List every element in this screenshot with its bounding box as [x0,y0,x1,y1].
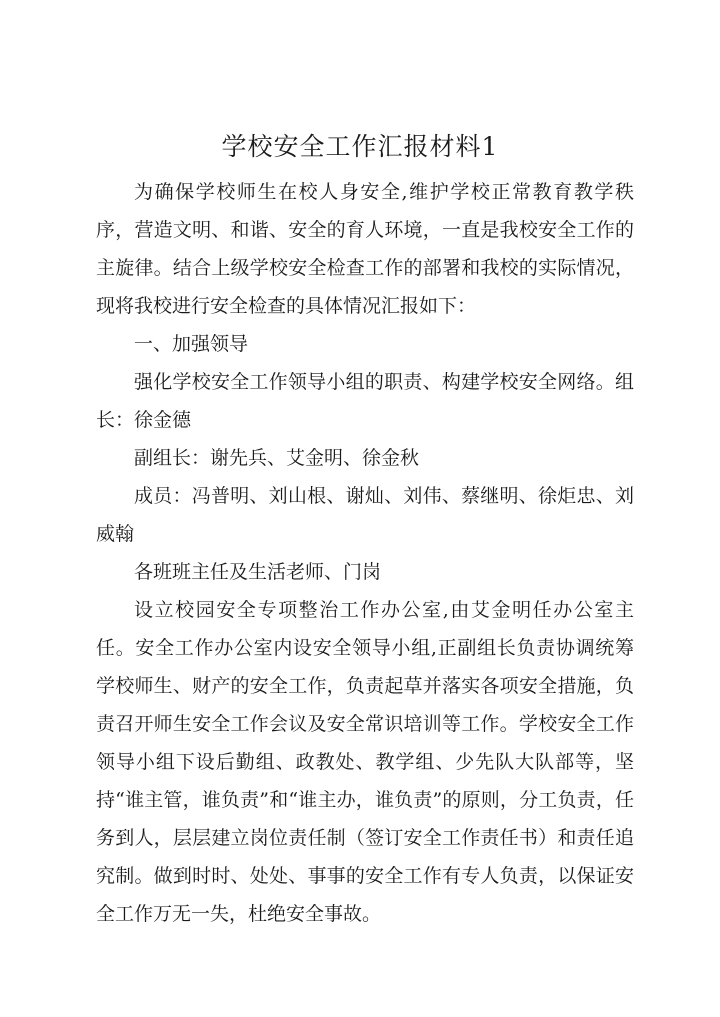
document-title: 学校安全工作汇报材料1 [221,132,499,161]
paragraph-group-leader: 强化学校安全工作领导小组的职责、构建学校安全网络。组长：徐金德 [96,371,634,431]
paragraph-deputy-leaders: 副组长：谢先兵、艾金明、徐金秋 [134,447,420,469]
paragraph-intro: 为确保学校师生在校人身安全,维护学校正常教育教学秩序，营造文明、和谐、安全的育人环境，一直是我校安全工作的主旋律。结合上级学校安全检查工作的部署和我校的实际情况，现将我校进行安全检查的具体情况汇报如下： [96,181,634,317]
document-body [96,173,634,933]
paragraph-members: 成员：冯普明、刘山根、谢灿、刘伟、蔡继明、徐炬忠、刘威翰 [96,485,634,545]
section-heading-leadership: 一、加强领导 [134,333,249,355]
paragraph-safety-office: 设立校园安全专项整治工作办公室,由艾金明任办公室主任。安全工作办公室内设安全领导小组,正副组长负责协调统筹学校师生、财产的安全工作，负责起草并落实各项安全措施，负责召开师生安全工作会议及安全常识培训等工作。学校安全工作领导小组下设后勤组、政教处、教学组、少先队大队部等，坚持“谁主管，谁负责”和“谁主办，谁负责”的原则，分工负责，任务到人，层层建立岗位责任制（签订安全工作责任书）和责任追究制。做到时时、处处、事事的安全工作有专人负责，以保证安全工作万无一失，杜绝安全事故。 [96,599,634,925]
paragraph-class-teachers: 各班班主任及生活老师、门岗 [134,561,382,583]
